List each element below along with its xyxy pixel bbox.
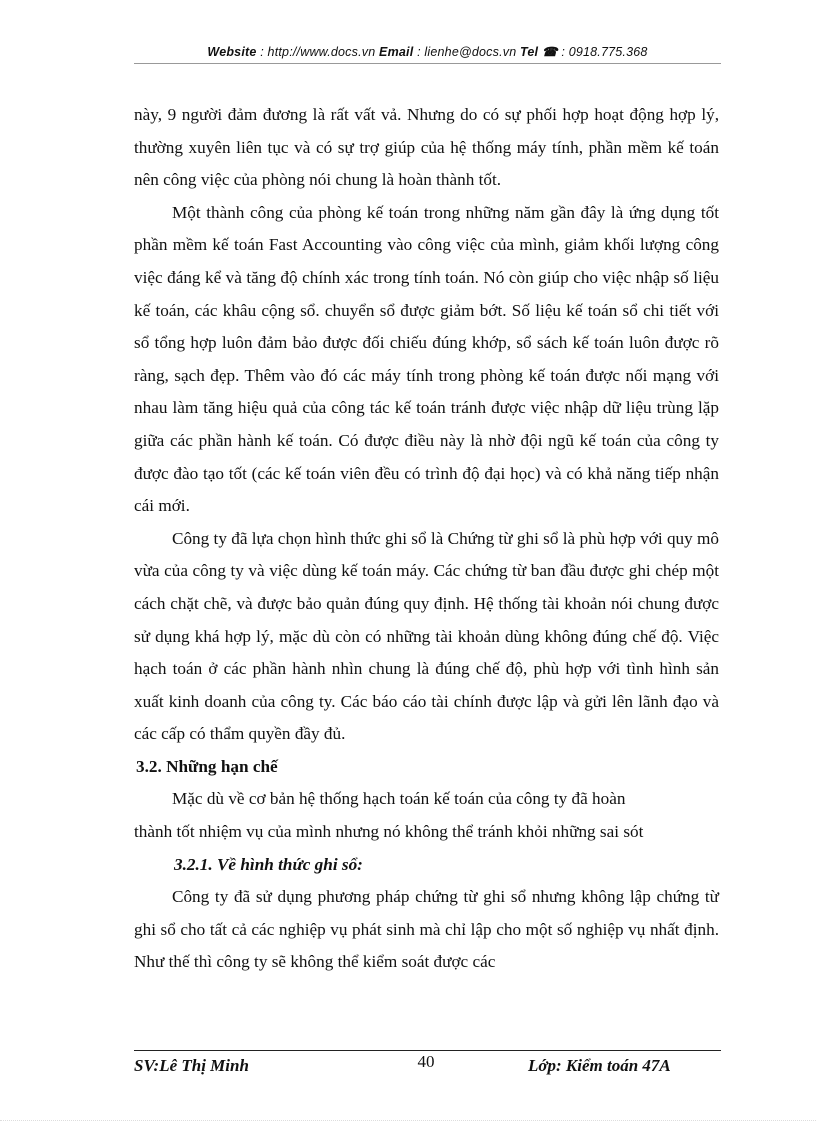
email-label: Email — [379, 45, 414, 59]
subsection-heading-3-2-1: 3.2.1. Về hình thức ghi sổ: — [174, 854, 363, 874]
tel-value: : 0918.775.368 — [557, 45, 648, 59]
footer-class-name: Lớp: Kiểm toán 47A — [528, 1056, 671, 1075]
header-divider — [134, 63, 721, 64]
paragraph-3: Công ty đã lựa chọn hình thức ghi sổ là Chứng từ ghi sổ là phù hợp với quy mô vừa của công ty và việc dùng kế toán máy. Các chứng từ ban đầu được ghi chép một cách chặt chẽ, và được bảo quản đúng quy định. Hệ thống tài khoản nói chung được sử dụng khá hợp lý, mặc dù còn có những tài khoản dùng không đúng chế độ. Việc hạch toán ở các phần hành nhìn chung là đúng chế độ, phù hợp với tình hình sản xuất kinh doanh của công ty. Các báo cáo tài chính được lập và gửi lên lãnh đạo và các cấp có thẩm quyền đầy đủ. — [134, 528, 719, 744]
paragraph-1: này, 9 người đảm đương là rất vất vả. Nhưng do có sự phối hợp hoạt động hợp lý, thường xuyên liên tục và có sự trợ giúp của hệ thống máy tính, phần mềm kế toán nên công việc của phòng nói chung là hoàn thành tốt. — [134, 105, 719, 190]
page-body — [134, 99, 719, 979]
section-heading-3-2: 3.2. Những hạn chế — [136, 756, 278, 776]
page-edge — [0, 1120, 816, 1121]
tel-label: Tel ☎ — [520, 45, 558, 59]
website-value: : http://www.docs.vn — [256, 45, 380, 59]
page-header — [134, 44, 721, 59]
page-number: 40 — [417, 1052, 435, 1071]
email-value: : lienhe@docs.vn — [413, 45, 521, 59]
paragraph-4-line-2: thành tốt nhiệm vụ của mình nhưng nó không thể tránh khỏi những sai sót — [134, 822, 644, 842]
paragraph-5: Công ty đã sử dụng phương pháp chứng từ ghi sổ nhưng không lập chứng từ ghi sổ cho tất cả các nghiệp vụ phát sinh mà chỉ lập cho một số nghiệp vụ nhất định. Như thế thì công ty sẽ không thể kiểm soát được các — [134, 887, 719, 972]
paragraph-2: Một thành công của phòng kế toán trong những năm gần đây là ứng dụng tốt phần mềm kế toán Fast Accounting vào công việc của mình, giảm khối lượng công việc đáng kể và tăng độ chính xác trong tính toán. Nó còn giúp cho việc nhập số liệu kế toán, các khâu cộng sổ. chuyển sổ được giảm bớt. Số liệu kế toán sổ chi tiết với sổ tổng hợp luôn đảm bảo được đối chiếu đúng khớp, sổ sách kế toán luôn được rõ ràng, sạch đẹp. Thêm vào đó các máy tính trong phòng kế toán được nối mạng với nhau làm tăng hiệu quả của công tác kế toán tránh được việc nhập dữ liệu trùng lặp giữa các phần hành kế toán. Có được điều này là nhờ đội ngũ kế toán của công ty được đào tạo tốt (các kế toán viên đều có trình độ đại học) và có khả năng tiếp nhận cái mới. — [134, 202, 719, 516]
paragraph-4-line-1: Mặc dù về cơ bản hệ thống hạch toán kế toán của công ty đã hoàn — [172, 789, 626, 809]
website-label: Website — [207, 45, 257, 59]
footer-divider — [134, 1050, 721, 1051]
footer-student-name: SV:Lê Thị Minh — [134, 1056, 249, 1075]
